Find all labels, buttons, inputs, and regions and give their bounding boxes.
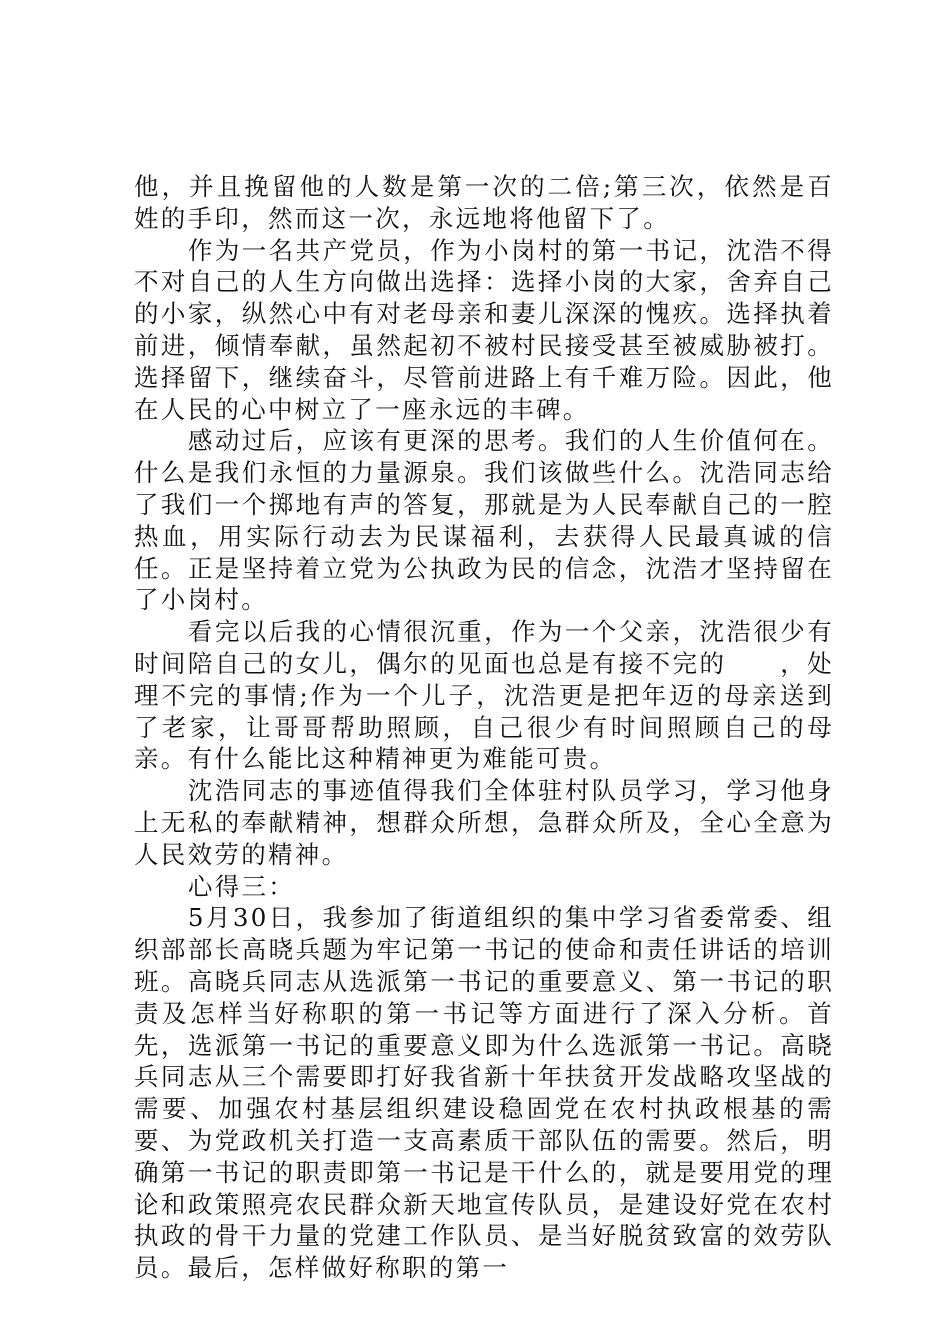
paragraph-reflection: 感动过后，应该有更深的思考。我们的人生价值何在。什么是我们永恒的力量源泉。我们该做些什么。沈浩同志给了我们一个掷地有声的答复，那就是为人民奉献自己的一腔热血，用实际行动去为民谋福利，去获得人民最真诚的信任。正是坚持着立党为公执政为民的信念，沈浩才坚持留在了小岗村。 (134, 426, 834, 615)
paragraph-family-sacrifice: 看完以后我的心情很沉重，作为一个父亲，沈浩很少有时间陪自己的女儿，偶尔的见面也总是有接不完的 ，处理不完的事情;作为一个儿子，沈浩更是把年迈的母亲送到了老家，让哥哥帮助照顾，自己很少有时间照顾自己的母亲。有什么能比这种精神更为难能可贵。 (134, 617, 834, 774)
document-body (134, 171, 834, 1284)
paragraph-party-member-choice: 作为一名共产党员，作为小岗村的第一书记，沈浩不得不对自己的人生方向做出选择：选择小岗的大家，舍弃自己的小家，纵然心中有对老母亲和妻儿深深的愧疚。选择执着前进，倾情奉献，虽然起初不被村民接受甚至被威胁被打。选择留下，继续奋斗，尽管前进路上有千难万险。因此，他在人民的心中树立了一座永远的丰碑。 (134, 235, 834, 424)
paragraph-training-class: 5月30日，我参加了街道组织的集中学习省委常委、组织部部长高晓兵题为牢记第一书记的使命和责任讲话的培训班。高晓兵同志从选派第一书记的重要意义、第一书记的职责及怎样当好称职的第一书记等方面进行了深入分析。首先，选派第一书记的重要意义即为什么选派第一书记。高晓兵同志从三个需要即打好我省新十年扶贫开发战略攻坚战的需要、加强农村基层组织建设稳固党在农村执政根基的需要、为党政机关打造一支高素质干部队伍的需要。然后，明确第一书记的职责即第一书记是干什么的，就是要用党的理论和政策照亮农民群众新天地宣传队员，是建设好党在农村执政的骨干力量的党建工作队员、是当好脱贫致富的效劳队员。最后，怎样做好称职的第一 (134, 903, 834, 1283)
paragraph-continuation: 他，并且挽留他的人数是第一次的二倍;第三次，依然是百姓的手印，然而这一次，永远地将他留下了。 (134, 172, 834, 233)
paragraph-learning-spirit: 沈浩同志的事迹值得我们全体驻村队员学习，学习他身上无私的奉献精神，想群众所想，急群众所及，全心全意为人民效劳的精神。 (134, 776, 834, 869)
section-heading-xinde-san: 心得三： (187, 871, 296, 901)
